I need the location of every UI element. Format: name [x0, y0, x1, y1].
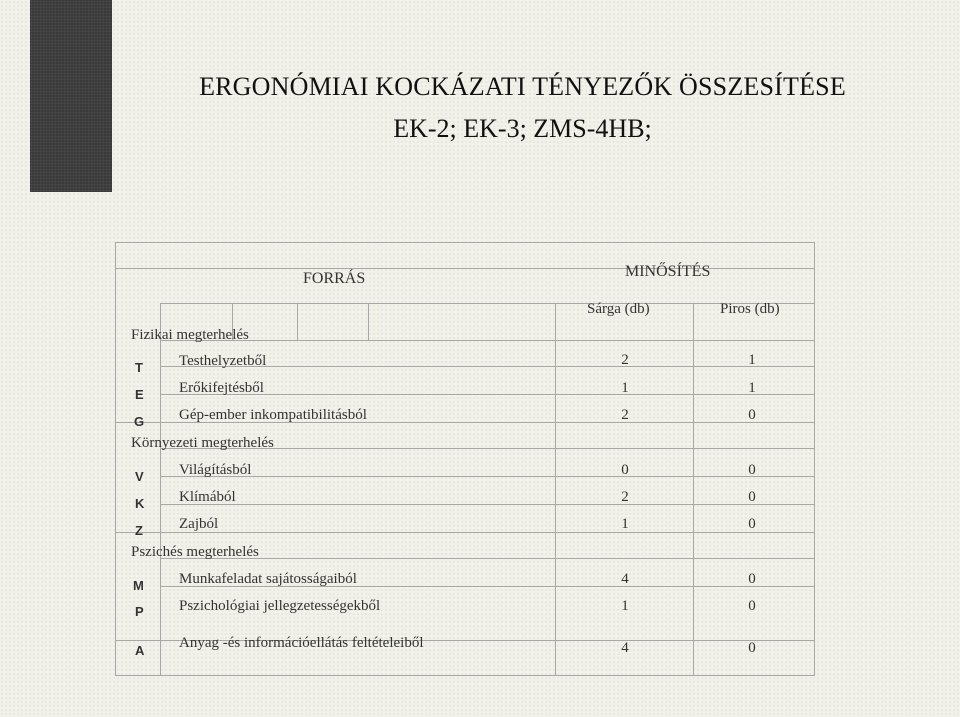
grid-line [115, 532, 815, 533]
row-label: Anyag -és információellátás feltételeiből [179, 635, 424, 651]
grid-line [160, 340, 815, 341]
grid-line [555, 303, 556, 676]
row-letter: V [135, 469, 144, 484]
row-label: Pszichológiai jellegzetességekből [179, 598, 381, 614]
grid-line [160, 504, 815, 505]
yellow-count: 1 [621, 380, 629, 396]
grid-line [160, 476, 815, 477]
grid-line [115, 675, 815, 676]
yellow-count: 4 [621, 571, 629, 587]
row-label: Világításból [179, 462, 252, 478]
yellow-count: 1 [621, 516, 629, 532]
row-label: Gép-ember inkompatibilitásból [179, 407, 367, 423]
grid-line [368, 303, 369, 340]
grid-line [297, 303, 298, 340]
row-letter: A [135, 643, 145, 658]
grid-line [693, 303, 694, 676]
row-label: Klímából [179, 489, 236, 505]
yellow-count: 2 [621, 407, 629, 423]
red-count: 0 [748, 571, 756, 587]
red-count: 0 [748, 489, 756, 505]
grid-line [115, 242, 815, 243]
column-header-source: FORRÁS [303, 270, 366, 287]
yellow-count: 1 [621, 598, 629, 614]
red-count: 0 [748, 516, 756, 532]
column-header-yellow: Sárga (db) [587, 301, 650, 317]
row-label: Munkafeladat sajátosságaiból [179, 571, 357, 587]
grid-line [814, 242, 815, 676]
row-letter: K [135, 496, 145, 511]
row-label: Zajból [179, 516, 219, 532]
red-count: 0 [748, 462, 756, 478]
row-label: Testhelyzetből [179, 353, 267, 369]
row-label: Erőkifejtésből [179, 380, 264, 396]
grid-line [115, 242, 116, 676]
red-count: 0 [748, 598, 756, 614]
yellow-count: 4 [621, 640, 629, 656]
yellow-count: 0 [621, 462, 629, 478]
row-letter: G [134, 414, 145, 429]
yellow-count: 2 [621, 489, 629, 505]
yellow-count: 2 [621, 352, 629, 368]
red-count: 1 [748, 352, 756, 368]
row-letter: Z [135, 523, 143, 538]
column-header-red: Piros (db) [720, 301, 780, 317]
row-letter: P [135, 604, 144, 619]
grid-line [160, 303, 161, 676]
grid-line [160, 303, 815, 304]
section-title: Fizikai megterhelés [131, 327, 249, 343]
red-count: 0 [748, 407, 756, 423]
page-subtitle: EK-2; EK-3; ZMS-4HB; [393, 114, 652, 143]
red-count: 0 [748, 640, 756, 656]
section-title: Pszichés megterhelés [131, 544, 259, 560]
column-header-rating: MINŐSÍTÉS [625, 263, 711, 280]
row-letter: T [135, 360, 143, 375]
page-title: ERGONÓMIAI KOCKÁZATI TÉNYEZŐK ÖSSZESÍTÉSE [199, 72, 846, 101]
row-letter: M [133, 578, 144, 593]
row-letter: E [135, 387, 144, 402]
red-count: 1 [748, 380, 756, 396]
section-title: Környezeti megterhelés [131, 435, 274, 451]
